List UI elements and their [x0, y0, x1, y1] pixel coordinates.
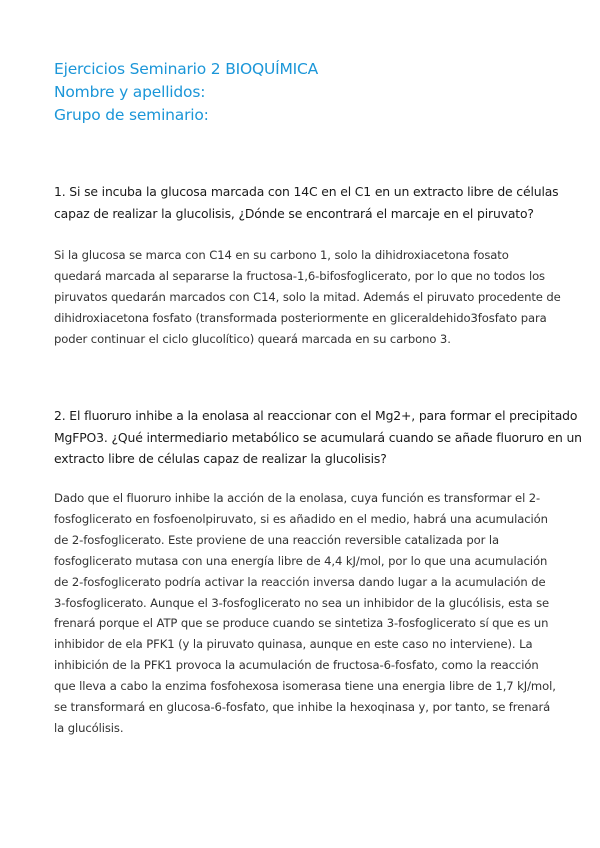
document-header [54, 58, 318, 127]
question-2-line: 2. El fluoruro inhibe a la enolasa al reaccionar con el Mg2+, para formar el precipitado [54, 408, 578, 423]
answer-2-line: de 2-fosfoglicerato. Este proviene de una reacción reversible catalizada por la [54, 532, 500, 547]
answer-1-line: Si la glucosa se marca con C14 en su carbono 1, solo la dihidroxiacetona fosato [54, 248, 509, 262]
answer-2-line: la glucólisis. [54, 720, 124, 735]
answer-2-line: inhibición de la PFK1 provoca la acumulación de fructosa-6-fosfato, como la reacción [54, 658, 539, 673]
question-1-line: 1. Si se incuba la glucosa marcada con 14C en el C1 en un extracto libre de células [54, 184, 559, 199]
question-2 [54, 405, 582, 470]
answer-2-line: frenará porque el ATP que se produce cuando se sintetiza 3-fosfoglicerato sí que es un [54, 616, 549, 631]
name-label: Nombre y apellidos: [54, 83, 206, 101]
question-2-line: extracto libre de células capaz de realizar la glucolisis? [54, 451, 387, 466]
answer-1-line: dihidroxiacetona fosfato (transformada posteriormente en gliceraldehido3fosfato para [54, 310, 547, 325]
answer-2-line: Dado que el fluoruro inhibe la acción de la enolasa, cuya función es transformar el 2- [54, 491, 541, 505]
answer-1-line: quedará marcada al separarse la fructosa-1,6-bifosfoglicerato, por lo que no todos los [54, 268, 546, 283]
document-title: Ejercicios Seminario 2 BIOQUÍMICA [54, 60, 319, 78]
answer-1-line: piruvatos quedarán marcados con C14, solo la mitad. Además el piruvato procedente de [54, 289, 561, 304]
answer-2 [54, 488, 574, 739]
answer-1-line: poder continuar el ciclo glucolítico) queará marcada en su carbono 3. [54, 331, 451, 346]
question-2-line: MgFPO3. ¿Qué intermediario metabólico se acumulará cuando se añade fluoruro en un [54, 429, 582, 445]
group-label: Grupo de seminario: [54, 106, 209, 124]
answer-1 [54, 245, 574, 350]
answer-2-line: fosfoglicerato mutasa con una energía libre de 4,4 kJ/mol, por lo que una acumulación [54, 553, 548, 568]
answer-2-line: de 2-fosfoglicerato podría activar la reacción inversa dando lugar a la acumulación de [54, 574, 546, 589]
question-1 [54, 181, 574, 224]
answer-2-line: inhibidor de ela PFK1 (y la piruvato quinasa, aunque en este caso no interviene). La [54, 637, 533, 652]
answer-2-line: que lleva a cabo la enzima fosfohexosa isomerasa tiene una energia libre de 1,7 kJ/mol, [54, 679, 556, 694]
answer-2-line: fosfoglicerato en fosfoenolpiruvato, si es añadido en el medio, habrá una acumulación [54, 511, 548, 526]
answer-2-line: 3-fosfoglicerato. Aunque el 3-fosfoglicerato no sea un inhibidor de la glucólisis, esta se [54, 595, 550, 610]
answer-2-line: se transformará en glucosa-6-fosfato, que inhibe la hexoqinasa y, por tanto, se frenará [54, 700, 551, 715]
question-1-line: capaz de realizar la glucolisis, ¿Dónde se encontrará el marcaje en el piruvato? [54, 205, 534, 221]
